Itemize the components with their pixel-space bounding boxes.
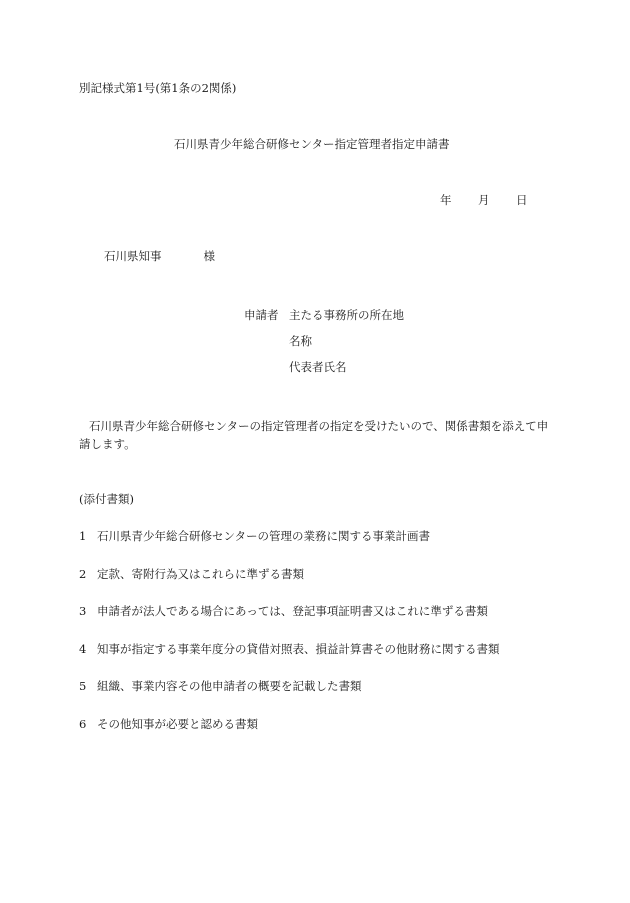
attachments-heading: (添付書類)	[79, 492, 134, 506]
attachment-item	[79, 716, 258, 732]
applicant-representative-label: 代表者氏名	[289, 360, 347, 374]
attachment-text: その他知事が必要と認める書類	[97, 717, 258, 731]
application-body-text: 石川県青少年総合研修センターの指定管理者の指定を受けたいので、関係書類を添えて申請します。	[79, 419, 549, 451]
attachment-item	[79, 641, 500, 657]
date-month-label: 月	[478, 193, 490, 207]
applicant-name-label: 名称	[289, 334, 312, 348]
attachment-number: 4	[79, 642, 87, 656]
addressee-name: 石川県知事	[104, 249, 162, 263]
attachment-item	[79, 603, 488, 619]
attachment-text: 申請者が法人である場合にあっては、登記事項証明書又はこれに準ずる書類	[97, 604, 488, 618]
attachment-text: 組織、事業内容その他申請者の概要を記載した書類	[97, 679, 362, 693]
form-number: 別記様式第1号(第1条の2関係)	[79, 81, 237, 95]
attachment-number: 5	[79, 679, 87, 693]
date-day-label: 日	[516, 193, 528, 207]
attachment-item	[79, 528, 430, 544]
document-title: 石川県青少年総合研修センター指定管理者指定申請書	[174, 137, 450, 151]
attachment-item	[79, 566, 304, 582]
attachment-text: 定款、寄附行為又はこれらに準ずる書類	[97, 567, 304, 581]
applicant-address-label: 主たる事務所の所在地	[289, 308, 404, 322]
addressee	[104, 248, 215, 264]
attachment-number: 6	[79, 717, 87, 731]
attachment-number: 1	[79, 529, 87, 543]
attachment-number: 2	[79, 567, 87, 581]
attachment-text: 石川県青少年総合研修センターの管理の業務に関する事業計画書	[97, 529, 431, 543]
addressee-honorific: 様	[203, 249, 215, 263]
attachment-number: 3	[79, 604, 87, 618]
attachment-item	[79, 678, 362, 694]
applicant-label: 申請者	[244, 308, 279, 322]
attachment-text: 知事が指定する事業年度分の貸借対照表、損益計算書その他財務に関する書類	[97, 642, 500, 656]
date-year-label: 年	[440, 193, 452, 207]
date-line	[440, 192, 528, 208]
